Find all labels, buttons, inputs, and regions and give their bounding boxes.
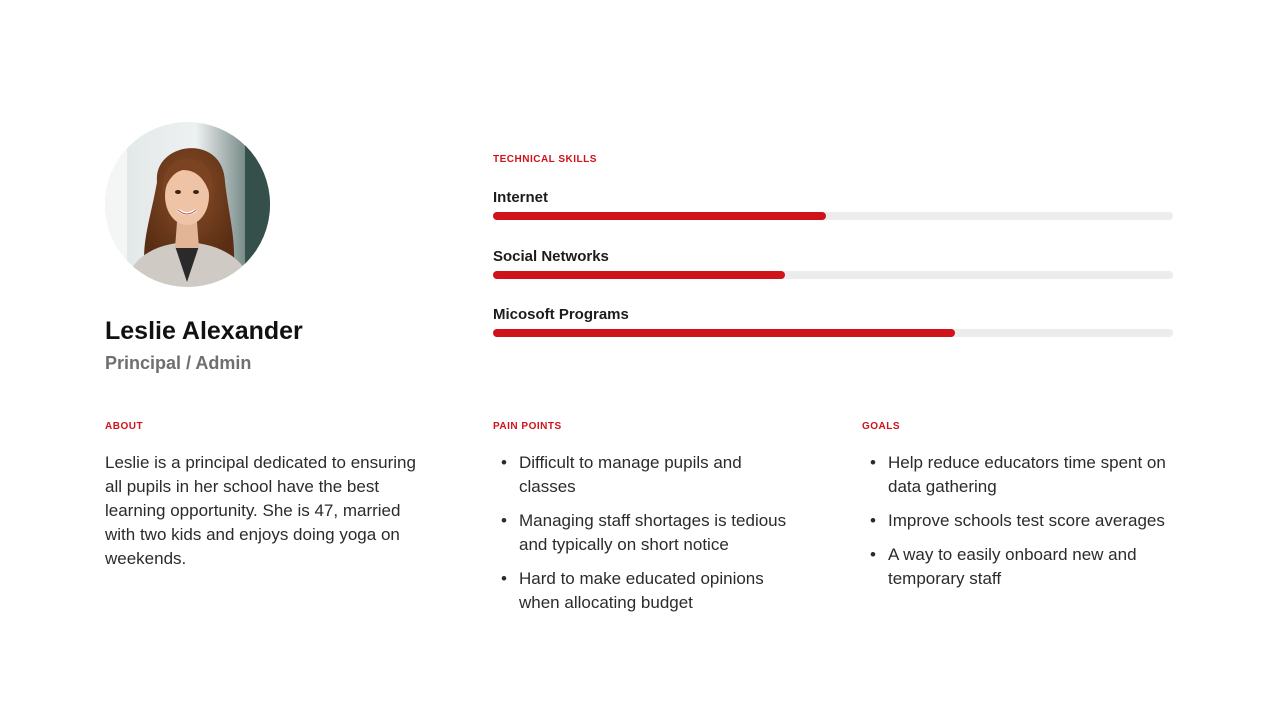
skill-progress-track — [493, 329, 1173, 337]
skill-internet — [493, 188, 1173, 247]
persona-role: Principal / Admin — [105, 353, 252, 373]
technical-skills-heading: TECHNICAL SKILLS — [493, 154, 597, 165]
skill-progress-fill — [493, 212, 826, 220]
skill-progress-track — [493, 271, 1173, 279]
pain-points-heading: PAIN POINTS — [493, 421, 562, 432]
skill-label: Micosoft Programs — [493, 306, 629, 323]
list-item — [493, 451, 793, 499]
pain-point-text: Difficult to manage pupils and classes — [519, 453, 742, 496]
goals-list — [862, 451, 1172, 601]
goals-heading: GOALS — [862, 421, 901, 432]
about-heading: ABOUT — [105, 421, 144, 432]
goal-text: A way to easily onboard new and temporary staff — [888, 545, 1137, 588]
technical-skills-list — [493, 188, 1173, 364]
persona-name: Leslie Alexander — [105, 317, 303, 345]
person-photo-icon — [105, 122, 270, 287]
goal-text: Improve schools test score averages — [888, 511, 1165, 530]
pain-point-text: Managing staff shortages is tedious and typically on short notice — [519, 511, 787, 554]
skill-label: Social Networks — [493, 247, 609, 265]
skill-progress-track — [493, 212, 1173, 220]
bullet-icon: • — [501, 569, 507, 588]
pain-point-text: Hard to make educated opinions when allocating budget — [519, 569, 764, 612]
skill-progress-fill — [493, 329, 955, 337]
bullet-icon: • — [501, 453, 507, 472]
list-item — [862, 509, 1172, 533]
skill-social-networks — [493, 247, 1173, 306]
avatar — [105, 122, 270, 287]
bullet-icon: • — [870, 545, 876, 564]
bullet-icon: • — [870, 453, 876, 472]
goal-text: Help reduce educators time spent on data gathering — [888, 453, 1166, 496]
about-text: Leslie is a principal dedicated to ensuring all pupils in her school have the best learning opportunity. She is 47, married with two kids and enjoys doing yoga on weekends. — [105, 453, 416, 568]
skill-microsoft-programs — [493, 305, 1173, 364]
skill-label: Internet — [493, 189, 549, 206]
list-item — [862, 543, 1172, 591]
skill-progress-fill — [493, 271, 785, 279]
bullet-icon: • — [501, 511, 507, 530]
bullet-icon: • — [870, 511, 876, 530]
list-item — [862, 451, 1172, 499]
list-item — [493, 509, 793, 557]
list-item — [493, 567, 793, 615]
pain-points-list — [493, 451, 793, 625]
